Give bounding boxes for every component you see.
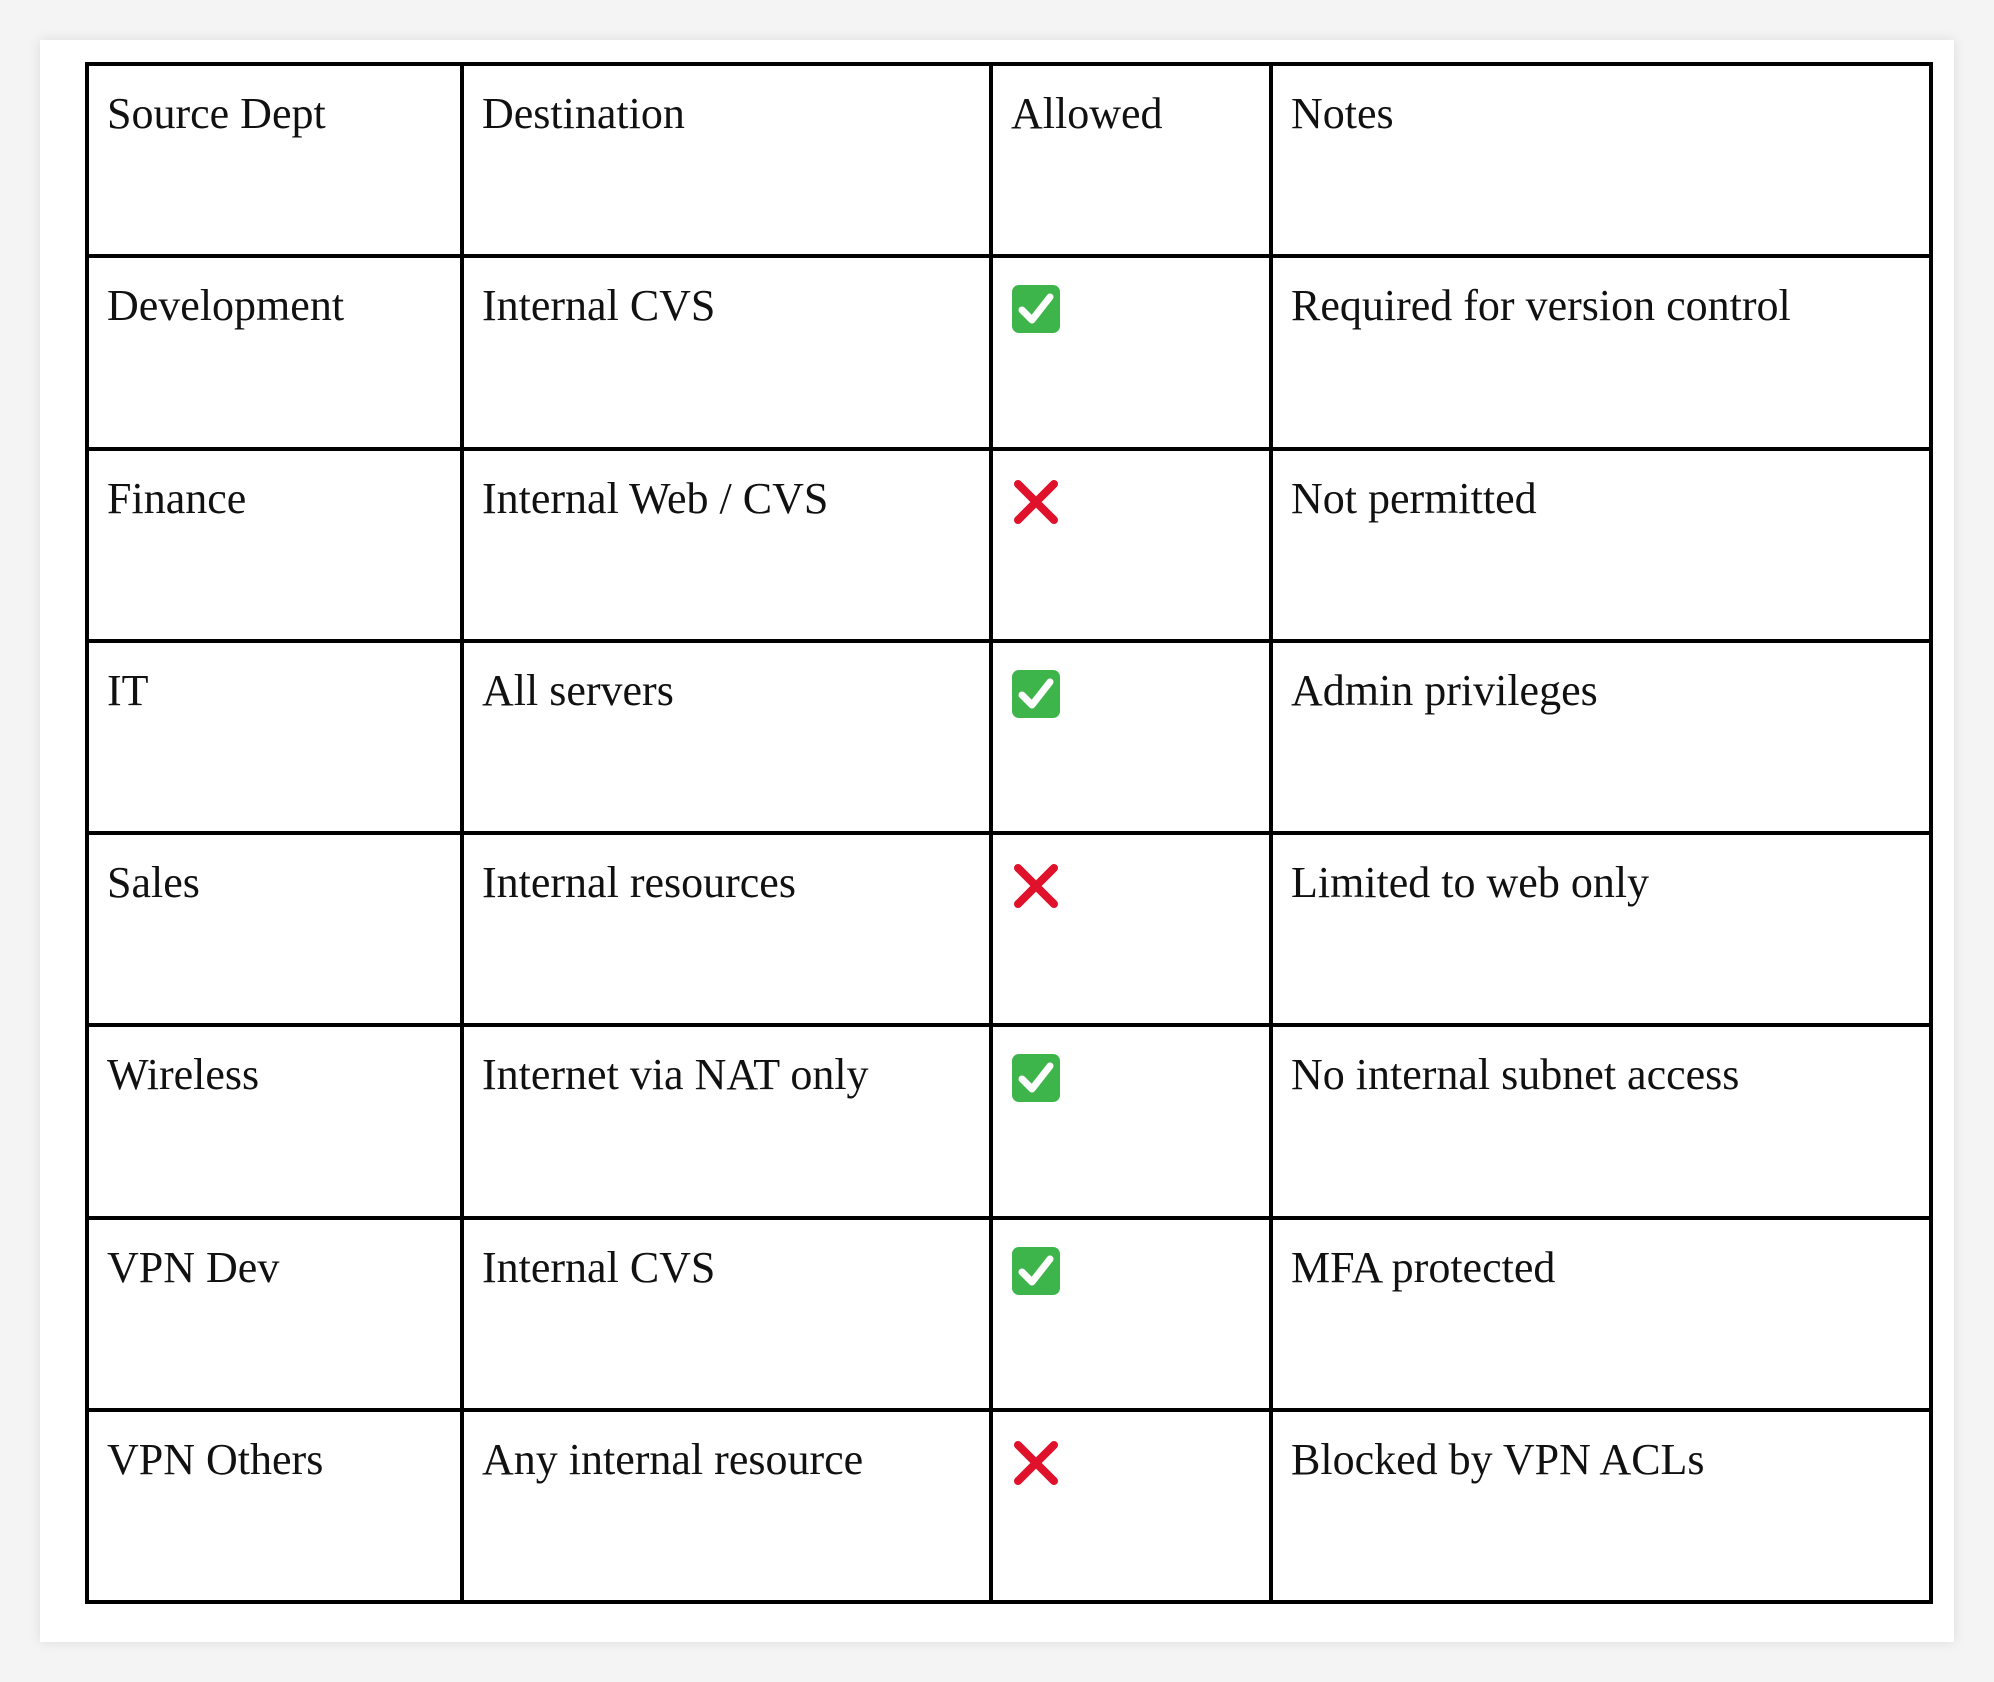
- cell-source: Finance: [87, 449, 462, 641]
- cell-source: Sales: [87, 833, 462, 1025]
- cell-allowed: [991, 641, 1271, 833]
- cell-source: Wireless: [87, 1025, 462, 1217]
- cell-allowed: [991, 833, 1271, 1025]
- cell-notes: Not permitted: [1271, 449, 1931, 641]
- cell-destination: Internet via NAT only: [462, 1025, 991, 1217]
- table-row: [87, 833, 1931, 1025]
- cross-mark-icon: [1011, 1438, 1061, 1488]
- table-row: [87, 449, 1931, 641]
- cell-notes: No internal subnet access: [1271, 1025, 1931, 1217]
- table-row: [87, 641, 1931, 833]
- cell-destination: Internal Web / CVS: [462, 449, 991, 641]
- cell-destination: Internal CVS: [462, 256, 991, 448]
- check-mark-button-icon: [1011, 284, 1061, 334]
- table-row: [87, 1410, 1931, 1602]
- check-mark-button-icon: [1011, 1053, 1061, 1103]
- header-destination: Destination: [462, 64, 991, 256]
- table-row: [87, 1025, 1931, 1217]
- cell-source: VPN Others: [87, 1410, 462, 1602]
- cell-allowed: [991, 1218, 1271, 1410]
- table-row: [87, 256, 1931, 448]
- check-mark-button-icon: [1011, 1246, 1061, 1296]
- cell-notes: Blocked by VPN ACLs: [1271, 1410, 1931, 1602]
- cell-notes: MFA protected: [1271, 1218, 1931, 1410]
- cross-mark-icon: [1011, 861, 1061, 911]
- cell-allowed: [991, 256, 1271, 448]
- check-mark-button-icon: [1011, 669, 1061, 719]
- document-page: [40, 40, 1954, 1642]
- cell-destination: Internal resources: [462, 833, 991, 1025]
- cell-allowed: [991, 1025, 1271, 1217]
- header-source-dept: Source Dept: [87, 64, 462, 256]
- cell-notes: Admin privileges: [1271, 641, 1931, 833]
- cell-notes: Required for version control: [1271, 256, 1931, 448]
- access-control-table: [85, 62, 1933, 1604]
- cell-notes: Limited to web only: [1271, 833, 1931, 1025]
- table-row: [87, 1218, 1931, 1410]
- cell-allowed: [991, 1410, 1271, 1602]
- cell-source: VPN Dev: [87, 1218, 462, 1410]
- header-allowed: Allowed: [991, 64, 1271, 256]
- cell-source: Development: [87, 256, 462, 448]
- cell-destination: Any internal resource: [462, 1410, 991, 1602]
- table-header-row: [87, 64, 1931, 256]
- cell-destination: All servers: [462, 641, 991, 833]
- cell-destination: Internal CVS: [462, 1218, 991, 1410]
- cell-allowed: [991, 449, 1271, 641]
- header-notes: Notes: [1271, 64, 1931, 256]
- cell-source: IT: [87, 641, 462, 833]
- cross-mark-icon: [1011, 477, 1061, 527]
